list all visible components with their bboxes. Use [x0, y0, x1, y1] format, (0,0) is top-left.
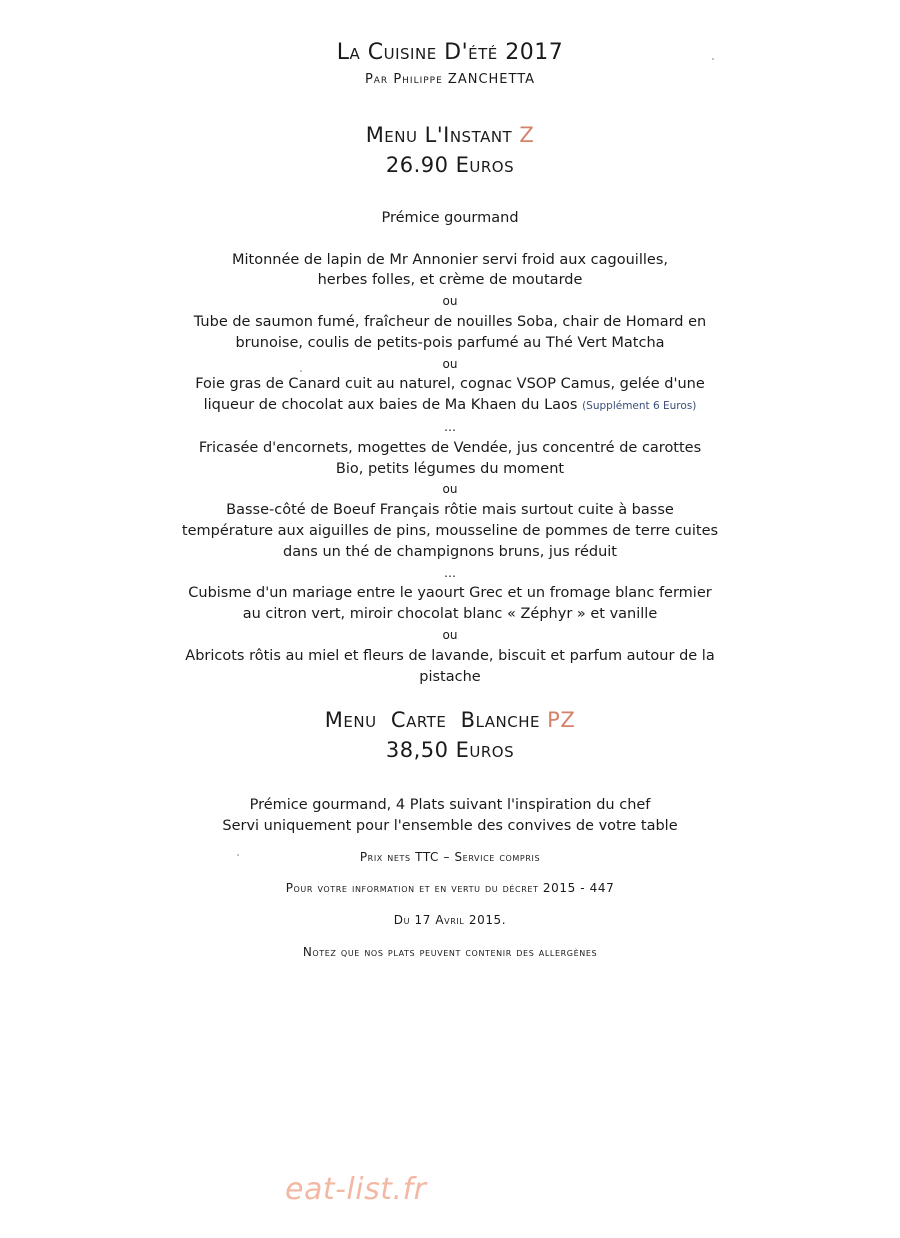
decree-date: Du 17 Avril 2015. — [393, 913, 507, 927]
or-separator: ou — [442, 627, 458, 642]
premice: Prémice gourmand — [381, 210, 519, 226]
menu2-line: Servi uniquement pour l'ensemble des convives de votre table — [222, 818, 678, 834]
dish-line: Foie gras de Canard cuit au naturel, cognac VSOP Camus, gelée d'une — [195, 376, 705, 393]
dish-line: Bio, petits légumes du moment — [335, 460, 565, 477]
menu2-price: 38,50 Euros — [385, 738, 515, 762]
menu2-line: Prémice gourmand, 4 Plats suivant l'inspiration du chef — [249, 797, 651, 813]
dish-line: au citron vert, miroir chocolat blanc « Zéphyr » et vanille — [242, 606, 658, 623]
dish-line: Mitonnée de lapin de Mr Annonier servi froid aux cagouilles, — [232, 251, 668, 268]
dish-line: Tube de saumon fumé, fraîcheur de nouilles Soba, chair de Homard en — [193, 313, 707, 330]
dish-line: dans un thé de champignons bruns, jus réduit — [283, 543, 617, 560]
price-note: Prix nets TTC – Service compris — [359, 850, 541, 864]
menu2-description — [0, 795, 900, 837]
decree-note: Pour votre information et en vertu du décret 2015 - 447 — [285, 881, 615, 895]
chef-byline: Par Philippe ZANCHETTA — [364, 72, 536, 87]
menu1-name: Menu L'Instant — [365, 123, 513, 147]
menu1-accent: Z — [519, 123, 535, 147]
dish-line: pistache — [419, 668, 481, 685]
or-separator: ou — [442, 482, 458, 497]
menu2-accent: PZ — [547, 708, 576, 732]
course-separator: … — [444, 419, 456, 434]
dish-line: Abricots rôtis au miel et fleurs de lavande, biscuit et parfum autour de la — [185, 647, 715, 664]
dish-line: Cubisme d'un mariage entre le yaourt Grec et un fromage blanc fermier — [188, 585, 712, 602]
dish-line — [0, 395, 900, 417]
dish-line: Basse-côté de Boeuf Français rôtie mais surtout cuite à basse — [226, 502, 674, 519]
menu1-items — [0, 208, 900, 687]
dish-text: liqueur de chocolat aux baies de Ma Khaen du Laos — [203, 397, 578, 414]
or-separator: ou — [442, 356, 458, 371]
menu1-price: 26.90 Euros — [385, 153, 515, 177]
menu1-heading — [0, 120, 900, 180]
dish-line: température aux aiguilles de pins, mousseline de pommes de terre cuites — [181, 522, 719, 539]
dish-line: brunoise, coulis de petits-pois parfumé au Thé Vert Matcha — [235, 334, 665, 351]
menu2-heading — [0, 705, 900, 765]
allergen-note: Notez que nos plats peuvent contenir des allergènes — [302, 945, 598, 959]
page-title: La Cuisine D'été 2017 — [336, 40, 564, 65]
dish-line: herbes folles, et crème de moutarde — [317, 272, 583, 289]
course-separator: … — [444, 565, 456, 580]
supplement-note: (Supplément 6 Euros) — [582, 400, 697, 413]
dish-line: Fricasée d'encornets, mogettes de Vendée, jus concentré de carottes — [198, 439, 702, 456]
menu2-name: Menu Carte Blanche — [324, 708, 540, 732]
or-separator: ou — [442, 294, 458, 309]
watermark-logo: eat-list.fr — [285, 1172, 427, 1207]
